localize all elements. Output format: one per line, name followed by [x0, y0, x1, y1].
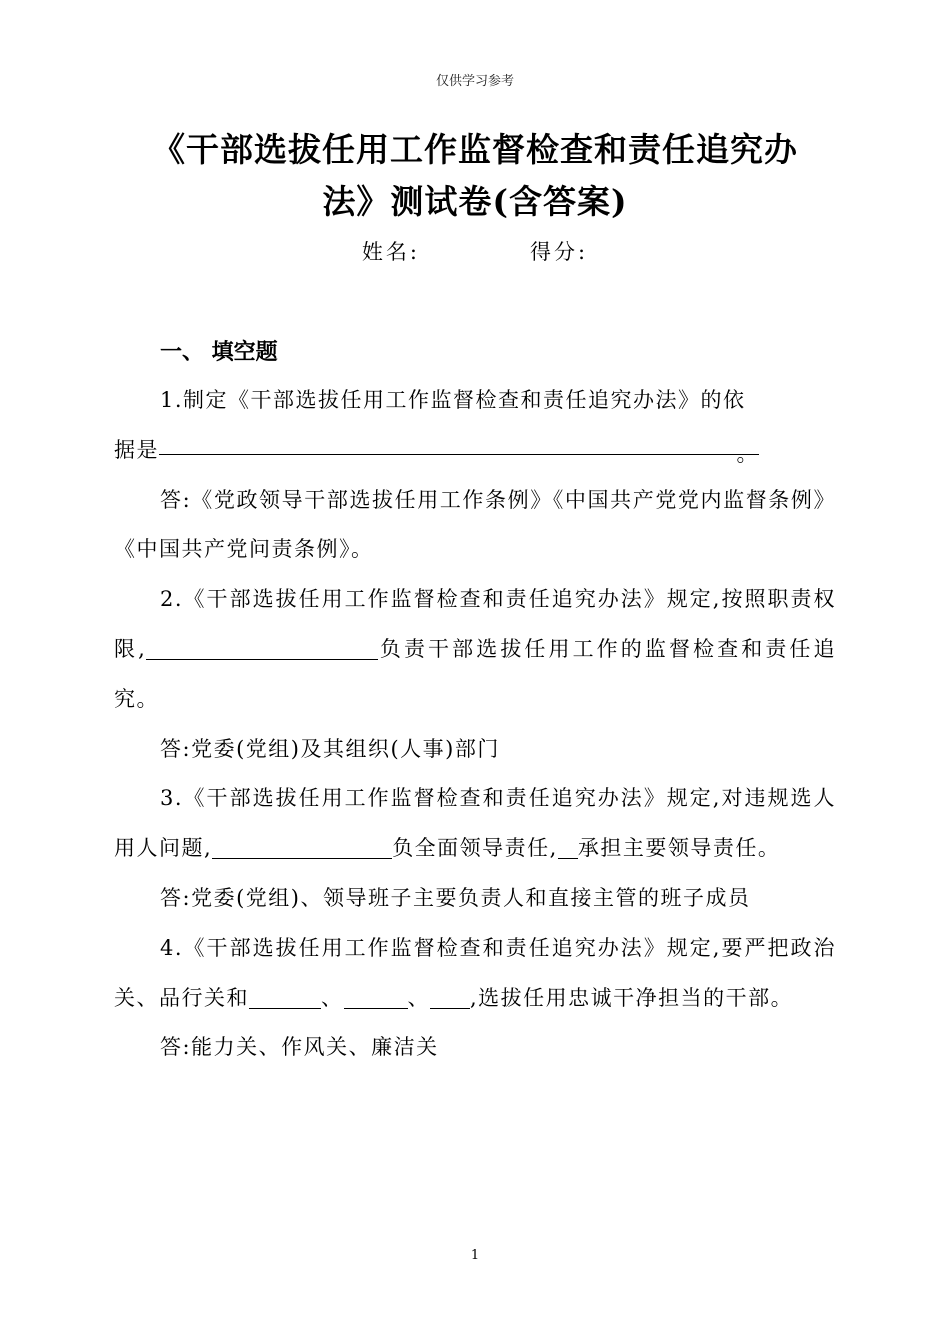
answer-3: 答:党委(党组)、领导班子主要负责人和直接主管的班子成员 — [160, 885, 751, 910]
header-note: 仅供学习参考 — [435, 74, 514, 89]
page-number: 1 — [470, 1248, 480, 1263]
question-4: 4.《干部选拔任用工作监督检查和责任追究办法》规定,要严把政治关、品行关和 、 、 ,选拔任用忠诚干净担当的干部。 — [114, 935, 836, 1010]
answer-blank: 。 — [159, 430, 759, 455]
answer-blank — [146, 635, 378, 660]
title-line-2: 法》测试卷(含答案) — [322, 182, 628, 221]
answer-blank — [249, 984, 321, 1009]
name-score-line — [0, 236, 950, 266]
section-heading: 一、 填空题 — [160, 340, 278, 365]
answer-blank — [430, 984, 470, 1009]
title-line-1: 《干部选拔任用工作监督检查和责任追究办 — [152, 130, 798, 169]
question-body — [114, 376, 836, 1073]
answer-2: 答:党委(党组)及其组织(人事)部门 — [160, 736, 500, 761]
question-1: 1.制定《干部选拔任用工作监督检查和责任追究办法》的依 据是 。 — [114, 388, 759, 466]
answer-blank — [212, 834, 392, 859]
score-label: 得分: — [530, 240, 589, 264]
answer-4: 答:能力关、作风关、廉洁关 — [160, 1035, 439, 1060]
document-title — [110, 124, 840, 228]
answer-blank — [344, 984, 408, 1009]
question-2: 2.《干部选拔任用工作监督检查和责任追究办法》规定,按照职责权限, 负责干部选拔任用工作的监督检查和责任追究。 — [114, 587, 837, 711]
question-3: 3.《干部选拔任用工作监督检查和责任追究办法》规定,对违规选人用人问题, 负全面领导责任, 承担主要领导责任。 — [114, 786, 836, 861]
answer-blank — [558, 834, 578, 859]
answer-1: 答:《党政领导干部选拔任用工作条例》《中国共产党党内监督条例》《中国共产党问责条例》。 — [114, 487, 836, 562]
name-label: 姓名: — [361, 240, 420, 264]
